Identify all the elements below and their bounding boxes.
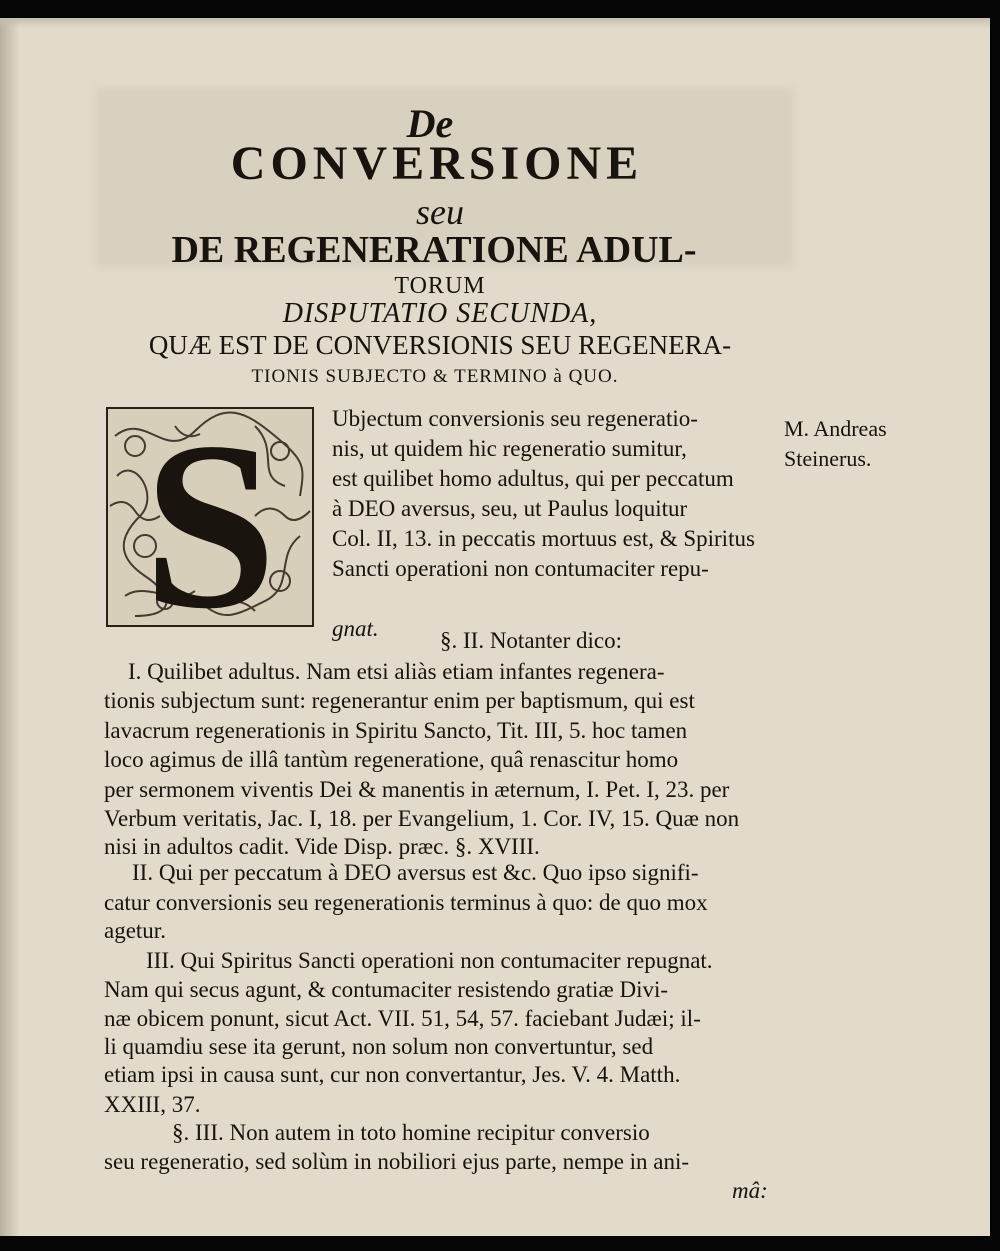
para-line: gnat. [332,616,379,641]
body-line: li quamdiu sese ita gerunt, non solum non convertuntur, sed [104,1034,654,1059]
body-line: etiam ipsi in causa sunt, cur non convertantur, Jes. V. 4. Matth. [104,1062,681,1087]
title-de: De [406,101,454,146]
body-line: per sermonem viventis Dei & manentis in æternum, I. Pet. I, 23. per [104,777,730,802]
margin-note-line: Steinerus. [784,446,872,471]
para-line: est quilibet homo adultus, qui per peccatum [332,466,734,491]
para-line: Col. II, 13. in peccatis mortuus est, & Spiritus [332,526,755,551]
margin-note-line: M. Andreas [784,416,887,441]
body-line: agetur. [104,918,166,943]
title-disputatio: DISPUTATIO SECUNDA, [282,298,598,329]
title-conversione: CONVERSIONE [230,137,644,190]
body-line: tionis subjectum sunt: regenerantur enim per baptismum, qui est [104,688,695,713]
body-line: næ obicem ponunt, sicut Act. VII. 51, 54, 57. faciebant Judæi; il- [104,1006,701,1031]
body-line: lavacrum regenerationis in Spiritu Sancto, Tit. III, 5. hoc tamen [104,718,688,743]
body-line: Nam qui secus agunt, & contumaciter resistendo gratiæ Divi- [104,977,669,1002]
book-page [0,18,990,1236]
initial-letter: S [143,406,277,628]
body-line: catur conversionis seu regenerationis terminus à quo: de quo mox [104,890,708,915]
title-torum: TORUM [394,273,486,299]
para-line: nis, ut quidem hic regeneratio sumitur, [332,436,687,461]
para-line: Ubjectum conversionis seu regeneratio- [332,406,698,431]
para-line: à DEO aversus, seu, ut Paulus loquitur [332,496,688,521]
body-line: III. Qui Spiritus Sancti operationi non contumaciter repugnat. [146,948,713,973]
title-quae: QUÆ EST DE CONVERSIONIS SEU REGENERA- [148,330,732,360]
body-line: I. Quilibet adultus. Nam etsi aliàs etiam infantes regenera- [128,659,665,684]
body-line: §. III. Non autem in toto homine recipitur conversio [172,1120,650,1145]
decorated-initial-s-icon [105,406,315,628]
body-line: II. Qui per peccatum à DEO aversus est &c. Quo ipso signifi- [132,860,699,885]
title-seu: seu [416,192,464,232]
para-line: Sancti operationi non contumaciter repu- [332,556,709,581]
decorated-initial [105,406,315,628]
catchword: mâ: [732,1178,768,1203]
body-line: loco agimus de illâ tantùm regeneratione, quâ renascitur homo [104,747,679,772]
body-line: XXIII, 37. [104,1092,201,1117]
body-line: seu regeneratio, sed solùm in nobiliori ejus parte, nempe in ani- [104,1149,690,1174]
title-tionis: TIONIS SUBJECTO & TERMINO à QUO. [251,366,619,387]
title-regeneratione: DE REGENERATIONE ADUL- [171,229,697,271]
section-heading: §. II. Notanter dico: [440,628,623,653]
body-line: nisi in adultos cadit. Vide Disp. præc. §. XVIII. [104,834,540,859]
body-line: Verbum veritatis, Jac. I, 18. per Evangelium, 1. Cor. IV, 15. Quæ non [104,806,740,831]
